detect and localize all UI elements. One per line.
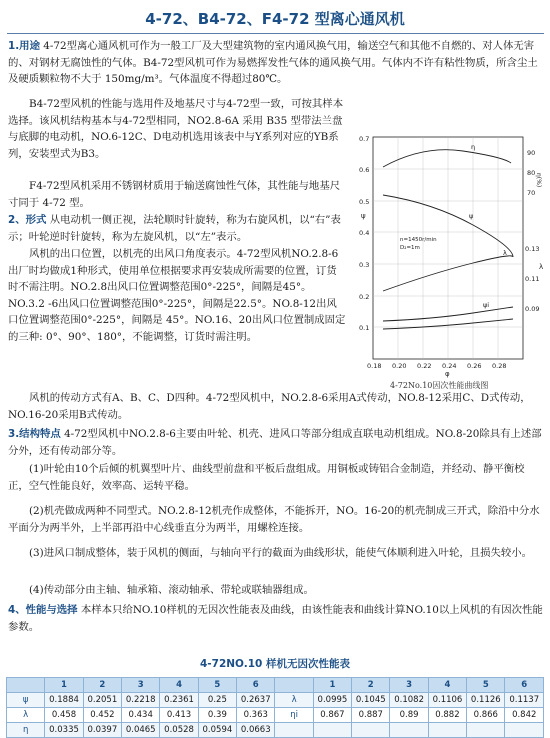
- table-header-cell: 2: [352, 678, 390, 693]
- x-tick: 0.22: [417, 362, 432, 370]
- table-cell: 0.25: [198, 693, 236, 708]
- usage-heading: 1.用途: [8, 40, 40, 52]
- table-cell: 0.0995: [313, 693, 351, 708]
- table-cell: 0.1137: [505, 693, 544, 708]
- title-divider: [7, 33, 544, 34]
- table-header-row: [7, 678, 544, 693]
- table-cell: 0.1045: [352, 693, 390, 708]
- x-tick: 0.24: [442, 362, 457, 370]
- table-cell: ηi: [275, 708, 313, 723]
- x-tick: 0.28: [492, 362, 507, 370]
- struct-text-1: 4-72型风机中NO.2.8-6主要由叶轮、机壳、进风口等部分组成直联电动机组成。NO.8-20除具有上述部分外，还有传动部分等。: [8, 428, 542, 457]
- table-header-cell: 6: [237, 678, 275, 693]
- y-left-tick: 0.7: [359, 135, 370, 143]
- x-tick: 0.26: [467, 362, 482, 370]
- table-cell: 0.2361: [160, 693, 198, 708]
- table-cell: 0.866: [467, 708, 505, 723]
- speed-annotation: n=1450r/min: [400, 237, 437, 243]
- chart-grid: [373, 137, 523, 359]
- table-cell: 0.2637: [237, 693, 275, 708]
- form-paragraph-3: [8, 390, 544, 423]
- table-cell: 0.1106: [428, 693, 466, 708]
- form-paragraph-1: [8, 212, 346, 245]
- y-right-eta-tick: 80: [527, 169, 536, 177]
- table-cell: 0.1082: [390, 693, 428, 708]
- table-cell: [313, 723, 351, 738]
- table-cell: 0.2051: [83, 693, 121, 708]
- y-right-lambda-tick: 0.13: [525, 245, 540, 253]
- struct-paragraph-2: [8, 461, 544, 494]
- table-cell: 0.887: [352, 708, 390, 723]
- psi-curve-label: ψ: [469, 212, 474, 220]
- eta-curve-label: η: [471, 143, 476, 151]
- form-paragraph-2: [8, 246, 346, 346]
- usage-paragraph-2: [8, 96, 346, 162]
- struct-text-4: (3)进风口制成整体，装于风机的侧面，与轴向平行的截面为曲线形状，能使气体顺利进入叶轮，且损失较小。: [29, 547, 533, 559]
- y-left-axis-label: ψ: [361, 212, 366, 220]
- struct-text-5: (4)传动部分由主轴、轴承箱、滚动轴承、带轮或联轴器组成。: [29, 584, 314, 596]
- table-header-cell: 4: [428, 678, 466, 693]
- usage-paragraph-3: [8, 178, 346, 211]
- table-cell: 0.867: [313, 708, 351, 723]
- struct-paragraph-5: [8, 582, 544, 599]
- form-text-2: 风机的出口位置，以机壳的出风口角度表示。4-72型风机NO.2.8-6出厂时均做成1种形式，使用单位根据要求再安装成所需要的位置，订货时不需注明。NO.2.8出风口位置调整范围0°-225°，间隔是45°。NO.3.2 -6出风口位置调整范围0°-225°，间隔是22.5°。NO.8-12出风口位置调整范围0°-225°，间隔是 45°。NO.16、20出风口位置制成固定的三种: 0°、90°、180°，不能调整，订货时需注明。: [8, 248, 346, 343]
- table-header-cell: 3: [122, 678, 160, 693]
- struct-paragraph-1: [8, 426, 544, 459]
- table-row: [7, 693, 544, 708]
- table-cell: η: [7, 723, 45, 738]
- perf-paragraph-1: [8, 602, 544, 635]
- y-left-tick: 0.4: [359, 229, 370, 237]
- table-header-cell: 5: [198, 678, 236, 693]
- table-header-cell: 1: [313, 678, 351, 693]
- x-tick: 0.20: [392, 362, 407, 370]
- y-right-lambda-tick: 0.09: [525, 305, 540, 313]
- form-text-3: 风机的传动方式有A、B、C、D四种。4-72型风机中，NO.2.8-6采用A式传动，NO.8-12采用C、D式传动，NO.16-20采用B式传动。: [8, 392, 531, 421]
- struct-text-2: (1)叶轮由10个后倾的机翼型叶片、曲线型前盘和平板后盘组成。用铜板或铸铝合金制造，并经动、静平衡校正，空气性能良好，效率高、运转平稳。: [8, 463, 525, 492]
- y-right-lambda-tick: 0.11: [525, 275, 540, 283]
- lambda-curve-label: λ: [503, 249, 507, 257]
- table-cell: 0.2218: [122, 693, 160, 708]
- struct-text-3: (2)机壳做成两种不同型式。NO.2.8-12机壳作成整体，不能拆开，NO。16-20的机壳制成三开式，除沿中分水平面分为两半外，上半部再沿中心线垂直分为两半，用螺栓连接。: [8, 505, 540, 534]
- table-cell: 0.0465: [122, 723, 160, 738]
- table-cell: 0.0663: [237, 723, 275, 738]
- usage-text-1: 4-72型离心通风机可作为一般工厂及大型建筑物的室内通风换气用，输送空气和其他不自燃的、对人体无害的、对钢材无腐蚀性的气体。B4-72型风机可作为易燃挥发性气体的通风换气用。气体内不许有粘性物质，所含尘土及硬质颗粒物不大于 150mg/m³。气体温度不得超过80℃。: [8, 40, 538, 86]
- y-left-tick: 0.5: [359, 198, 370, 206]
- performance-table: [6, 677, 544, 738]
- x-tick: 0.18: [367, 362, 382, 370]
- table-cell: 0.842: [505, 708, 544, 723]
- table-cell: 0.363: [237, 708, 275, 723]
- table-title: 4-72NO.10 样机无因次性能表: [199, 658, 350, 670]
- y-left-tick: 0.6: [359, 166, 370, 174]
- diameter-annotation: D₂=1m: [400, 245, 420, 251]
- y-left-tick: 0.3: [359, 261, 370, 269]
- page-title: 4-72、B4-72、F4-72 型离心通风机: [145, 10, 405, 28]
- struct-paragraph-3: [8, 503, 544, 536]
- performance-curve-chart: [353, 133, 545, 393]
- table-header-cell: 3: [390, 678, 428, 693]
- table-cell: 0.413: [160, 708, 198, 723]
- y-right-lambda-label: λ: [539, 263, 544, 271]
- table-row: [7, 723, 544, 738]
- table-cell: 0.1126: [467, 693, 505, 708]
- table-header-cell: 6: [505, 678, 544, 693]
- table-cell: 0.0594: [198, 723, 236, 738]
- table-cell: 0.0335: [45, 723, 83, 738]
- usage-text-2: B4-72型风机的性能与选用件及地基尺寸与4-72型一致，可按其样本选择。该风机结构基本与4-72型相同，NO2.8-6A 采用 B35 型带法兰盘与底脚的电动机，NO.6-12C、D电动机选用该表中与Y系列对应的YB系列，安装型式为B3。: [8, 98, 344, 160]
- psi-i-curve-label: ψi: [483, 301, 490, 309]
- chart-caption: 4-72No.10因次性能曲线图: [390, 381, 489, 390]
- table-row: [7, 708, 544, 723]
- table-cell: 0.0397: [83, 723, 121, 738]
- table-cell: 0.452: [83, 708, 121, 723]
- table-cell: 0.882: [428, 708, 466, 723]
- form-heading: 2、形式: [8, 214, 47, 226]
- table-cell: [390, 723, 428, 738]
- table-header-cell: [275, 678, 313, 693]
- struct-heading: 3.结构特点: [8, 428, 61, 440]
- table-cell: 0.89: [390, 708, 428, 723]
- y-left-tick: 0.2: [359, 293, 370, 301]
- table-cell: [467, 723, 505, 738]
- table-header-cell: [7, 678, 45, 693]
- table-cell: [428, 723, 466, 738]
- table-header-cell: 4: [160, 678, 198, 693]
- struct-paragraph-4: [8, 545, 544, 562]
- y-right-eta-tick: 70: [527, 189, 536, 197]
- table-cell: 0.1884: [45, 693, 83, 708]
- y-right-eta-tick: 90: [527, 149, 536, 157]
- table-cell: [505, 723, 544, 738]
- table-cell: ψ: [7, 693, 45, 708]
- table-cell: [275, 723, 313, 738]
- perf-text-1: 本样本只给NO.10样机的无因次性能表及曲线，由该性能表和曲线计算NO.10以上风机的有因次性能参数。: [8, 604, 543, 633]
- table-cell: 0.39: [198, 708, 236, 723]
- table-cell: 0.0528: [160, 723, 198, 738]
- table-cell: 0.434: [122, 708, 160, 723]
- table-header-cell: 5: [467, 678, 505, 693]
- y-left-tick: 0.1: [359, 324, 370, 332]
- table-cell: [352, 723, 390, 738]
- table-cell: λ: [275, 693, 313, 708]
- usage-text-3: F4-72型风机采用不锈钢材质用于输送腐蚀性气体，其性能与地基尺寸同于 4-72 型。: [8, 180, 341, 209]
- perf-heading: 4、性能与选择: [8, 604, 78, 616]
- table-header-cell: 1: [45, 678, 83, 693]
- usage-paragraph-1: [8, 38, 544, 88]
- form-text-1: 从电动机一侧正视，法轮顺时针旋转，称为右旋风机，以“右”表示；叶轮逆时针旋转，称为左旋风机，以“左”表示。: [8, 214, 341, 243]
- table-cell: λ: [7, 708, 45, 723]
- eta-curve: [383, 150, 511, 167]
- y-right-eta-label: η(%): [535, 173, 542, 188]
- table-cell: 0.458: [45, 708, 83, 723]
- x-axis-label: φ: [445, 370, 450, 378]
- table-header-cell: 2: [83, 678, 121, 693]
